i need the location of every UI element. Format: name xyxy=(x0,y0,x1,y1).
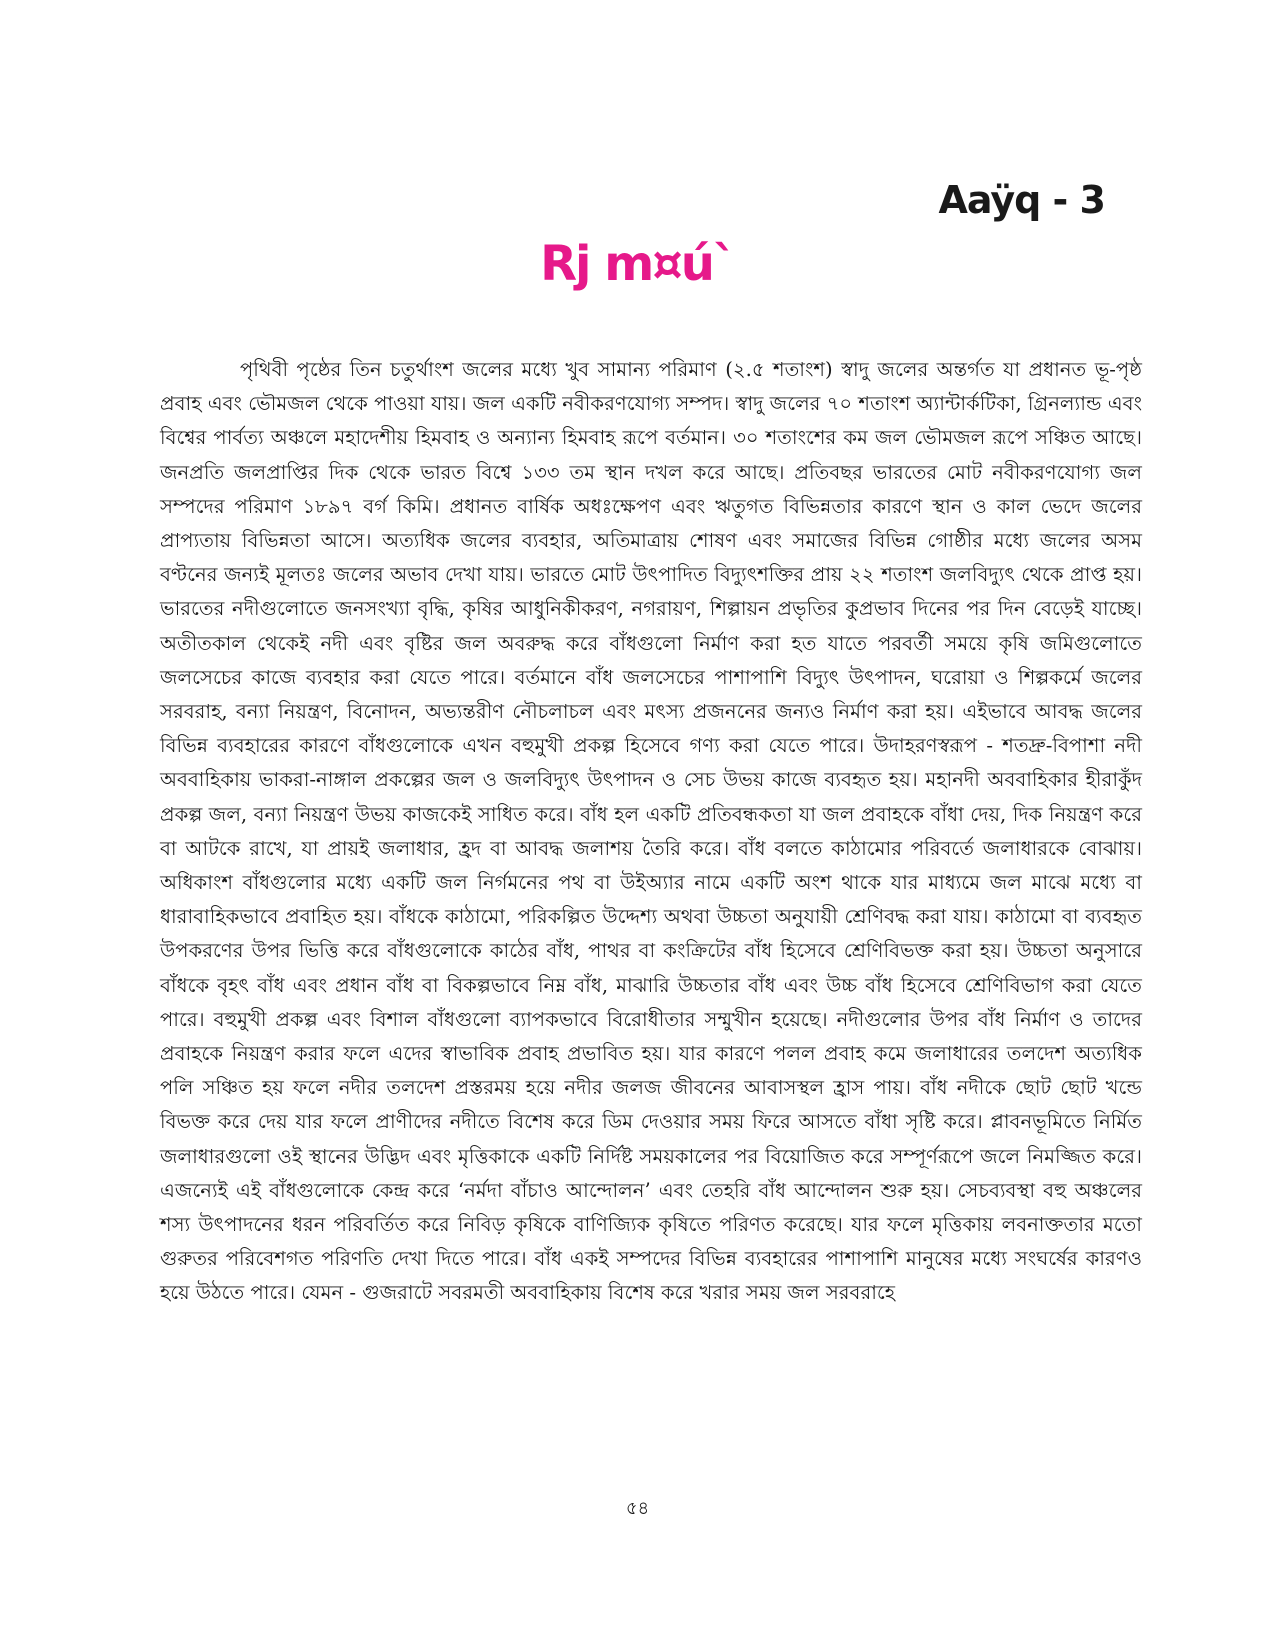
chapter-title: Rj m¤ú` xyxy=(540,236,735,292)
chapter-label: Aaÿq - 3 xyxy=(938,178,1105,222)
body-paragraph: পৃথিবী পৃষ্ঠের তিন চতুর্থাংশ জলের মধ্যে খুব সামান্য পরিমাণ (২.৫ শতাংশ) স্বাদু জলের অন্তর্গত যা প্রধানত ভূ-পৃষ্ঠ প্রবাহ এবং ভৌমজল থেকে পাওয়া যায়। জল একটি নবীকরণযোগ্য সম্পদ। স্বাদু জলের ৭০ শতাংশ অ্যান্টার্কটিকা, গ্রিনল্যান্ড এবং বিশ্বের পার্বত্য অঞ্চলে মহাদেশীয় হিমবাহ ও অন্যান্য হিমবাহ রূপে বর্তমান। ৩০ শতাংশের কম জল ভৌমজল রূপে সঞ্চিত আছে। জনপ্রতি জলপ্রাপ্তির দিক থেকে ভারত বিশ্বে ১৩৩ তম স্থান দখল করে আছে। প্রতিবছর ভারতের মোট নবীকরণযোগ্য জল সম্পদের পরিমাণ ১৮৯৭ বর্গ কিমি। প্রধানত বার্ষিক অধঃক্ষেপণ এবং ঋতুগত বিভিন্নতার কারণে স্থান ও কাল ভেদে জলের প্রাপ্যতায় বিভিন্নতা আসে। অত্যধিক জলের ব্যবহার, অতিমাত্রায় শোষণ এবং সমাজের বিভিন্ন গোষ্ঠীর মধ্যে জলের অসম বণ্টনের জন্যই মূলতঃ জলের অভাব দেখা যায়। ভারতে মোট উৎপাদিত বিদ্যুৎশক্তির প্রায় ২২ শতাংশ জলবিদ্যুৎ থেকে প্রাপ্ত হয়। ভারতের নদীগুলোতে জনসংখ্যা বৃদ্ধি, কৃষির আধুনিকীকরণ, নগরায়ণ, শিল্পায়ন প্রভৃতির কুপ্রভাব দিনের পর দিন বেড়েই যাচ্ছে। অতীতকাল থেকেই নদী এবং বৃষ্টির জল অবরুদ্ধ করে বাঁধগুলো নির্মাণ করা হত যাতে পরবর্তী সময়ে কৃষি জমিগুলোতে জলসেচের কাজে ব্যবহার করা যেতে পারে। বর্তমানে বাঁধ জলসেচের পাশাপাশি বিদ্যুৎ উৎপাদন, ঘরোয়া ও শিল্পকর্মে জলের সরবরাহ, বন্যা নিয়ন্ত্রণ, বিনোদন, অভ্যন্তরীণ নৌচলাচল এবং মৎস্য প্রজননের জন্যও নির্মাণ করা হয়। এইভাবে আবদ্ধ জলের বিভিন্ন ব্যবহারের কারণে বাঁধগুলোকে এখন বহুমুখী প্রকল্প হিসেবে গণ্য করা যেতে পারে। উদাহরণস্বরূপ - শতদ্রু-বিপাশা নদী অববাহিকায় ভাকরা-নাঙ্গাল প্রকল্পের জল ও জলবিদ্যুৎ উৎপাদন ও সেচ উভয় কাজে ব্যবহৃত হয়। মহানদী অববাহিকার হীরাকুঁদ প্রকল্প জল, বন্যা নিয়ন্ত্রণ উভয় কাজকেই সাধিত করে। বাঁধ হল একটি প্রতিবন্ধকতা যা জল প্রবাহকে বাঁধা দেয়, দিক নিয়ন্ত্রণ করে বা আটকে রাখে, যা প্রায়ই জলাধার, হ্রদ বা আবদ্ধ জলাশয় তৈরি করে। বাঁধ বলতে কাঠামোর পরিবর্তে জলাধারকে বোঝায়। অধিকাংশ বাঁধগুলোর মধ্যে একটি জল নির্গমনের পথ বা উইঅ্যার নামে একটি অংশ থাকে যার মাধ্যমে জল মাঝে মধ্যে বা ধারাবাহিকভাবে প্রবাহিত হয়। বাঁধকে কাঠামো, পরিকল্পিত উদ্দেশ্য অথবা উচ্চতা অনুযায়ী শ্রেণিবদ্ধ করা যায়। কাঠামো বা ব্যবহৃত উপকরণের উপর ভিত্তি করে বাঁধগুলোকে কাঠের বাঁধ, পাথর বা কংক্রিটের বাঁধ হিসেবে শ্রেণিবিভক্ত করা হয়। উচ্চতা অনুসারে বাঁধকে বৃহৎ বাঁধ এবং প্রধান বাঁধ বা বিকল্পভাবে নিম্ন বাঁধ, মাঝারি উচ্চতার বাঁধ এবং উচ্চ বাঁধ হিসেবে শ্রেণিবিভাগ করা যেতে পারে। বহুমুখী প্রকল্প এবং বিশাল বাঁধগুলো ব্যাপকভাবে বিরোধীতার সম্মুখীন হয়েছে। নদীগুলোর উপর বাঁধ নির্মাণ ও তাদের প্রবাহকে নিয়ন্ত্রণ করার ফলে এদের স্বাভাবিক প্রবাহ প্রভাবিত হয়। যার কারণে পলল প্রবাহ কমে জলাধারের তলদেশ অত্যধিক পলি সঞ্চিত হয় ফলে নদীর তলদেশ প্রস্তরময় হয়ে নদীর জলজ জীবনের আবাসস্থল হ্রাস পায়। বাঁধ নদীকে ছোট ছোট খন্ডে বিভক্ত করে দেয় যার ফলে প্রাণীদের নদীতে বিশেষ করে ডিম দেওয়ার সময় ফিরে আসতে বাঁধা সৃষ্টি করে। প্লাবনভূমিতে নির্মিত জলাধারগুলো ওই স্থানের উদ্ভিদ এবং মৃত্তিকাকে একটি নির্দিষ্ট সময়কালের পর বিয়োজিত করে সম্পূর্ণরূপে জলে নিমজ্জিত করে। এজন্যেই এই বাঁধগুলোকে কেন্দ্র করে ‘নর্মদা বাঁচাও আন্দোলন’ এবং তেহরি বাঁধ আন্দোলন শুরু হয়। সেচব্যবস্থা বহু অঞ্চলের শস্য উৎপাদনের ধরন পরিবর্তিত করে নিবিড় কৃষিকে বাণিজ্যিক কৃষিতে পরিণত করেছে। যার ফলে মৃত্তিকায় লবনাক্ততার মতো গুরুতর পরিবেশগত পরিণতি দেখা দিতে পারে। বাঁধ একই সম্পদের বিভিন্ন ব্যবহারের পাশাপাশি মানুষের মধ্যে সংঘর্ষের কারণও হয়ে উঠতে পারে। যেমন - গুজরাটে সবরমতী অববাহিকায় বিশেষ করে খরার সময় জল সরবরাহে xyxy=(160,358,1142,1305)
page-number: ৫৪ xyxy=(625,1498,650,1519)
